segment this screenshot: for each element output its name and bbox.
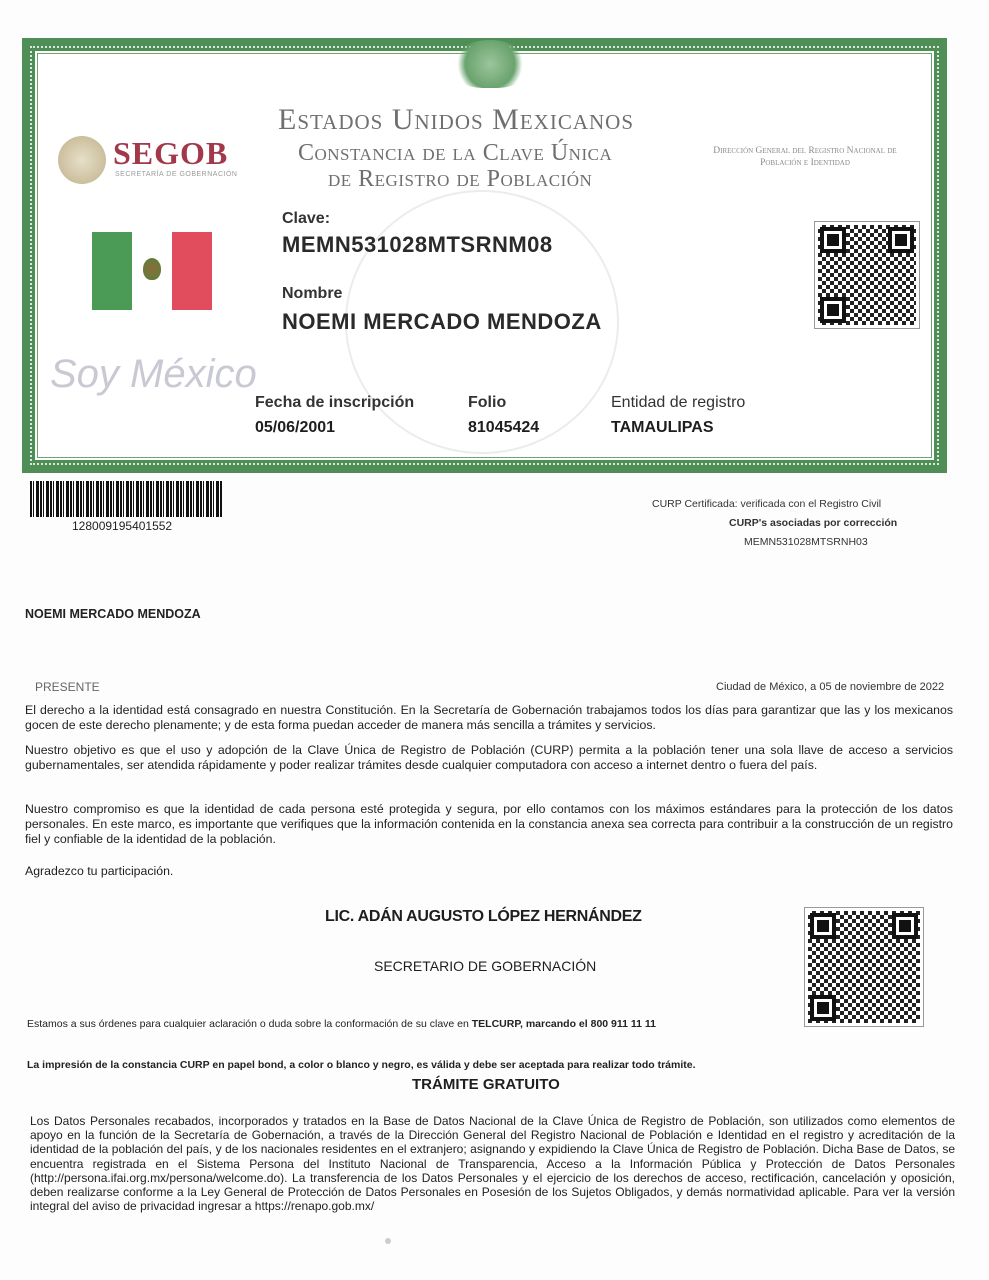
entidad-value: TAMAULIPAS bbox=[611, 419, 714, 436]
contact-line bbox=[27, 1018, 656, 1030]
slogan: Soy México bbox=[50, 352, 257, 396]
letter-paragraph-1: El derecho a la identidad está consagrado en nuestra Constitución. En la Secretaría de Gobernación trabajamos todos los días para garantizar que las y los mexicanos gocen de este derecho plenamente; y de esta forma puedan acceder de manera más sencilla a trámites y servicios. bbox=[25, 703, 953, 732]
city-date: Ciudad de México, a 05 de noviembre de 2022 bbox=[716, 681, 945, 693]
mexico-flag-icon bbox=[92, 232, 212, 310]
document-title-line1: Constancia de la Clave Única bbox=[298, 140, 613, 166]
greeting: PRESENTE bbox=[35, 680, 100, 694]
bond-paper-note: La impresión de la constancia CURP en papel bond, a color o blanco y negro, es válida y debe ser aceptada para realizar todo trámite. bbox=[27, 1059, 696, 1071]
curp-certification-status: CURP Certificada: verificada con el Registro Civil bbox=[652, 498, 882, 510]
free-procedure: TRÁMITE GRATUITO bbox=[412, 1076, 560, 1093]
entidad-label: Entidad de registro bbox=[611, 394, 746, 411]
contact-text: Estamos a sus órdenes para cualquier aclaración o duda sobre la conformación de su clave en bbox=[27, 1018, 469, 1030]
country-title: Estados Unidos Mexicanos bbox=[278, 103, 635, 136]
segob-subtitle: SECRETARÍA DE GOBERNACIÓN bbox=[115, 171, 238, 178]
nombre-value: NOEMI MERCADO MENDOZA bbox=[282, 309, 602, 334]
folio-value: 81045424 bbox=[468, 419, 540, 436]
document-title-line2: de Registro de Población bbox=[328, 166, 593, 192]
clave-label: Clave: bbox=[282, 210, 331, 227]
folio-label: Folio bbox=[468, 394, 507, 411]
barcode-icon bbox=[30, 481, 222, 517]
letter-paragraph-3: Nuestro compromiso es que la identidad de cada persona esté protegida y segura, por ello contamos con los máximos estándares para la protección de los datos personales. En este marco, es importante que verifiques que la información contenida en la constancia anexa sea correcta para contribuir a la construcción de un registro fiel y confiable de la identidad de la población. bbox=[25, 802, 953, 846]
thanks-line: Agradezco tu participación. bbox=[25, 864, 174, 878]
associated-curp-label: CURP's asociadas por corrección bbox=[729, 517, 898, 529]
recipient-name: NOEMI MERCADO MENDOZA bbox=[25, 607, 201, 621]
privacy-notice: Los Datos Personales recabados, incorporados y tratados en la Base de Datos Nacional de la Clave Única de Registro de Población, son utilizados como elementos de apoyo en la función de la Secretaría de Gobernación, a través de la Dirección General del Registro Nacional de Población e Identidad en el registro y acreditación de la identidad de la población del país, y de los nacionales residentes en el extranjero; asignando y expidiendo la Clave Única de Registro de Población. Dicha Base de Datos, se encuentra registrada en el Sistema Persona del Instituto Nacional de Transparencia, Acceso a la Información Pública y Protección de Datos Personales (http://persona.ifai.org.mx/persona/welcome.do). La transferencia de los Datos Personales y el ejercicio de los derechos de acceso, rectificación, cancelación y oposición, deben realizarse conforme a la Ley General de Protección de Datos Personales en Posesión de los Sujetos Obligados, y demás normatividad aplicable. Para ver la versión integral del aviso de privacidad ingresar a https://renapo.gob.mx/ bbox=[30, 1114, 955, 1214]
nombre-label: Nombre bbox=[282, 285, 343, 302]
signer-name: LIC. ADÁN AUGUSTO LÓPEZ HERNÁNDEZ bbox=[325, 908, 642, 925]
segob-logo: SEGOB bbox=[113, 135, 229, 171]
associated-curp-value: MEMN531028MTSRNH03 bbox=[744, 536, 868, 548]
fecha-value: 05/06/2001 bbox=[255, 419, 336, 436]
contact-phone: TELCURP, marcando el 800 911 11 11 bbox=[471, 1018, 657, 1030]
national-eagle-icon bbox=[452, 40, 528, 88]
qr-code-icon bbox=[805, 908, 923, 1026]
letter-paragraph-2: Nuestro objetivo es que el uso y adopción de la Clave Única de Registro de Población (CURP) permita a la población tener una sola llave de acceso a servicios gubernamentales, ser atendida rápidamente y poder realizar trámites desde cualquier computadora con acceso a internet dentro o fuera del país. bbox=[25, 743, 953, 772]
barcode-number: 128009195401552 bbox=[72, 519, 173, 533]
segob-seal-icon bbox=[58, 136, 106, 184]
signer-title: SECRETARIO DE GOBERNACIÓN bbox=[374, 958, 597, 974]
clave-value: MEMN531028MTSRNM08 bbox=[282, 232, 553, 257]
qr-code-icon bbox=[815, 222, 919, 328]
agency-name: Dirección General del Registro Nacional de Población e Identidad bbox=[713, 146, 897, 168]
fecha-label: Fecha de inscripción bbox=[255, 394, 415, 411]
scan-dot bbox=[385, 1238, 391, 1244]
